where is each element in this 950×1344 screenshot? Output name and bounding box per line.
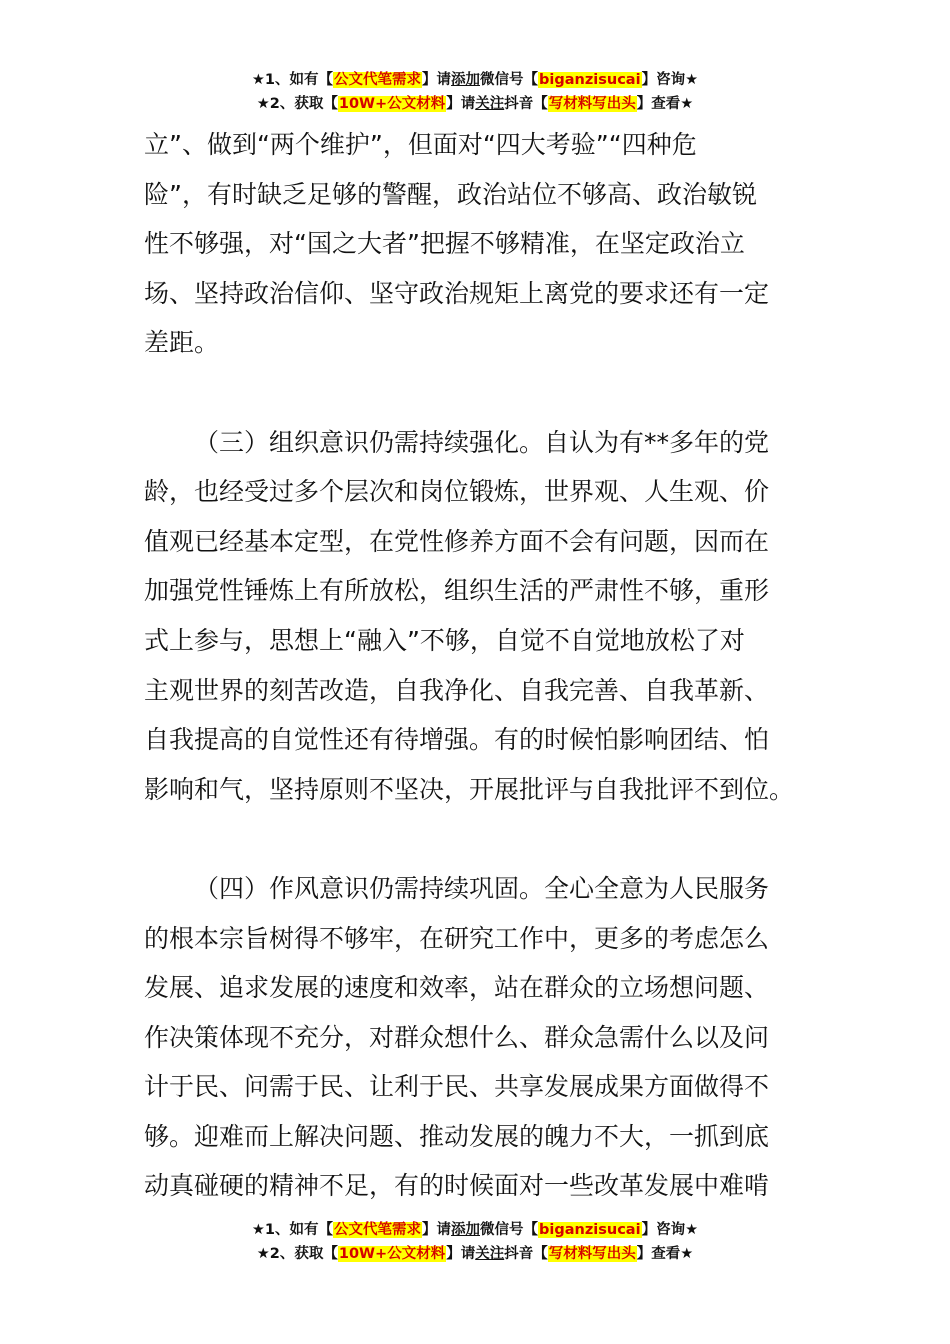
text-line: 性不够强，对“国之大者”把握不够精准，在坚定政治立 [144,229,745,259]
text-line: 发展、追求发展的速度和效率，站在群众的立场想问题、 [144,973,770,1003]
banner-highlight: 写材料写出头 [548,1246,636,1262]
banner-text: 】查看★ [636,1246,694,1262]
text-line: （四）作风意识仍需持续巩固。全心全意为人民服务 [194,873,770,903]
banner-underlined: 添加 [451,1222,481,1238]
banner-highlight: 公文代笔需求 [334,72,422,88]
text-line: 场、坚持政治信仰、坚守政治规矩上离党的要求还有一定 [144,278,770,308]
header-banner [0,68,950,116]
banner-text: 】咨询★ [641,1222,699,1238]
text-line: 影响和气，坚持原则不坚决，开展批评与自我批评不到位。 [144,774,795,804]
text-line: 主观世界的刻苦改造，自我净化、自我完善、自我革新、 [144,675,770,705]
banner-text: 】咨询★ [641,72,699,88]
banner-text: ★1、如有【 [251,1222,334,1238]
text-line: 的根本宗旨树得不够牢，在研究工作中，更多的考虑怎么 [144,923,770,953]
banner-text: ★2、获取【 [256,96,338,112]
banner-underlined: 添加 [451,72,481,88]
banner-line-1 [0,1218,950,1242]
paragraph-political-awareness [144,120,808,368]
banner-text: 】请 [446,1246,476,1262]
banner-line-2 [0,1242,950,1266]
banner-text: 】请 [422,1222,452,1238]
document-body [144,120,808,1211]
banner-highlight: 10W+公文材料 [338,96,446,112]
banner-underlined: 关注 [475,96,505,112]
text-line: 龄，也经受过多个层次和岗位锻炼，世界观、人生观、价 [144,477,770,507]
text-line: 值观已经基本定型，在党性修养方面不会有问题，因而在 [144,526,770,556]
banner-highlight: 写材料写出头 [548,96,636,112]
banner-highlight: 10W+公文材料 [338,1246,446,1262]
banner-highlight: biganzisucai [539,1222,641,1238]
text-line: 差距。 [144,328,220,358]
banner-underlined: 关注 [475,1246,505,1262]
text-line: 够。迎难而上解决问题、推动发展的魄力不大，一抓到底 [144,1121,770,1151]
banner-text: 微信号【 [480,72,539,88]
text-line: 动真碰硬的精神不足，有的时候面对一些改革发展中难啃 [144,1171,770,1201]
text-line: 加强党性锤炼上有所放松，组织生活的严肃性不够，重形 [144,576,770,606]
text-line: 自我提高的自觉性还有待增强。有的时候怕影响团结、怕 [144,725,770,755]
banner-line-1 [0,68,950,92]
banner-highlight: 公文代笔需求 [334,1222,422,1238]
banner-text: 抖音【 [504,1246,548,1262]
text-line: 作决策体现不充分，对群众想什么、群众急需什么以及问 [144,1022,770,1052]
text-line: 式上参与，思想上“融入”不够，自觉不自觉地放松了对 [144,625,745,655]
text-line: 险”，有时缺乏足够的警醒，政治站位不够高、政治敏锐 [144,179,757,209]
text-line: 计于民、问需于民、让利于民、共享发展成果方面做得不 [144,1072,770,1102]
banner-line-2 [0,92,950,116]
banner-text: 】请 [422,72,452,88]
footer-banner [0,1218,950,1266]
banner-text: 微信号【 [480,1222,539,1238]
banner-highlight: biganzisucai [539,72,641,88]
paragraph-work-style-awareness [144,864,808,1211]
banner-text: 】请 [446,96,476,112]
text-line: 立”、做到“两个维护”，但面对“四大考验”“四种危 [144,130,697,159]
paragraph-organization-awareness [144,418,808,815]
banner-text: ★2、获取【 [256,1246,338,1262]
banner-text: ★1、如有【 [251,72,334,88]
text-line: （三）组织意识仍需持续强化。自认为有**多年的党 [194,427,770,457]
banner-text: 抖音【 [504,96,548,112]
banner-text: 】查看★ [636,96,694,112]
